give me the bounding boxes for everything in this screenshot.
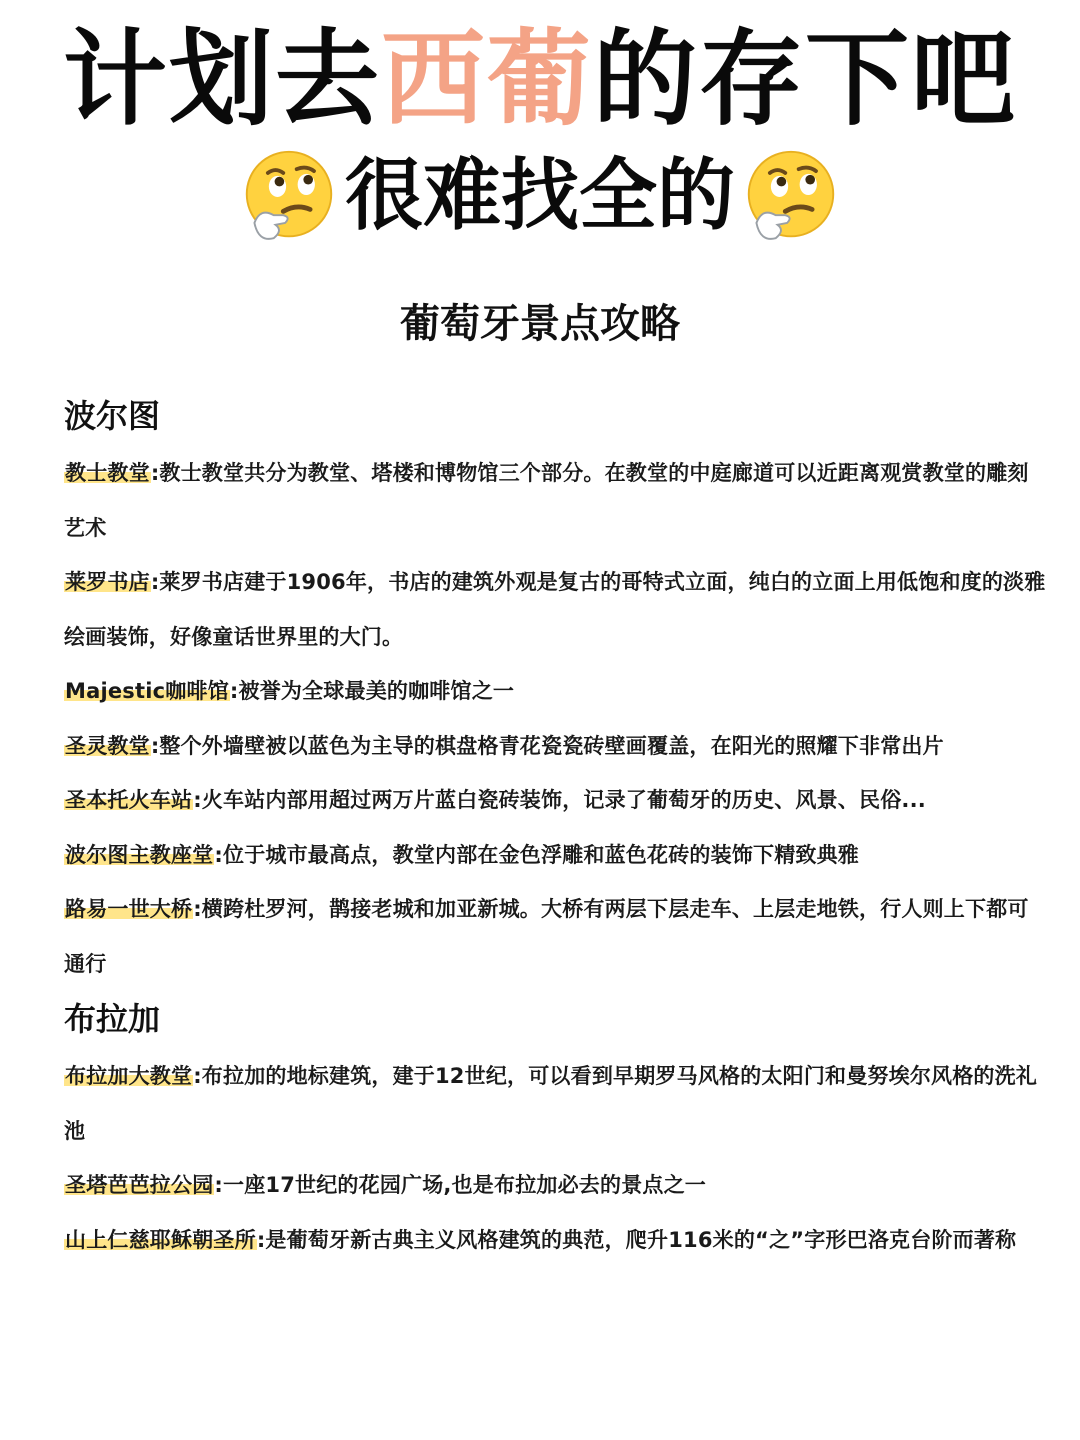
attraction-name: 圣灵教堂 xyxy=(65,733,150,758)
attraction-entry xyxy=(64,719,1049,774)
attraction-entry xyxy=(64,1049,1049,1158)
attraction-name: 波尔图主教座堂 xyxy=(65,842,214,867)
thinking-face-icon xyxy=(241,148,337,244)
attraction-entry xyxy=(64,1213,1049,1268)
attraction-desc: :布拉加的地标建筑，建于12世纪，可以看到早期罗马风格的太阳门和曼努埃尔风格的洗礼池 xyxy=(64,1064,1038,1143)
title-accent: 西葡 xyxy=(380,18,593,140)
content xyxy=(64,392,1049,1267)
attraction-name: 布拉加大教堂 xyxy=(65,1064,193,1088)
attraction-desc: :整个外墙壁被以蓝色为主导的棋盘格青花瓷瓷砖壁画覆盖，在阳光的照耀下非常出片 xyxy=(150,733,944,758)
title-part-2: 的存下吧 xyxy=(593,18,1018,140)
main-title xyxy=(0,14,1080,144)
attraction-desc: :莱罗书店建于1906年，书店的建筑外观是复古的哥特式立面，纯白的立面上用低饱和度的淡雅绘画装饰，好像童话世界里的大门。 xyxy=(64,570,1046,649)
attraction-name: 莱罗书店 xyxy=(65,570,150,594)
subtitle-row xyxy=(0,146,1080,246)
attraction-entry xyxy=(64,446,1049,555)
thinking-face-icon xyxy=(743,148,839,244)
guide-heading: 葡萄牙景点攻略 xyxy=(400,301,680,347)
attraction-entry xyxy=(64,555,1049,664)
attraction-desc: :火车站内部用超过两万片蓝白瓷砖装饰，记录了葡萄牙的历史、风景、民俗... xyxy=(193,788,926,812)
attraction-name: 圣塔芭芭拉公园 xyxy=(65,1173,214,1197)
attraction-desc: :横跨杜罗河，鹊接老城和加亚新城。大桥有两层下层走车、上层走地铁，行人则上下都可通行 xyxy=(64,897,1029,976)
attraction-desc: :位于城市最高点，教堂内部在金色浮雕和蓝色花砖的装饰下精致典雅 xyxy=(214,842,860,867)
title-part-1: 计划去 xyxy=(62,18,381,140)
attraction-entry xyxy=(64,1158,1049,1213)
attraction-entry xyxy=(64,882,1049,991)
city-heading-braga: 布拉加 xyxy=(64,1000,161,1038)
attraction-desc: :教士教堂共分为教堂、塔楼和博物馆三个部分。在教堂的中庭廊道可以近距离观赏教堂的雕刻艺术 xyxy=(64,461,1029,540)
attraction-entry xyxy=(64,828,1049,883)
city-heading-porto: 波尔图 xyxy=(64,397,161,435)
attraction-entry xyxy=(64,664,1049,719)
subtitle-text: 很难找全的 xyxy=(344,151,735,241)
attraction-name: Majestic咖啡馆 xyxy=(65,679,229,703)
attraction-name: 圣本托火车站 xyxy=(65,788,193,812)
attraction-desc: :一座17世纪的花园广场,也是布拉加必去的景点之一 xyxy=(214,1173,707,1197)
attraction-name: 山上仁慈耶稣朝圣所 xyxy=(65,1227,256,1252)
attraction-desc: :被誉为全球最美的咖啡馆之一 xyxy=(229,679,515,703)
attraction-name: 路易一世大桥 xyxy=(65,897,193,921)
attraction-desc: :是葡萄牙新古典主义风格建筑的典范，爬升116米的“之”字形巴洛克台阶而著称 xyxy=(256,1227,1017,1252)
attraction-entry xyxy=(64,773,1049,828)
attraction-name: 教士教堂 xyxy=(65,461,150,485)
